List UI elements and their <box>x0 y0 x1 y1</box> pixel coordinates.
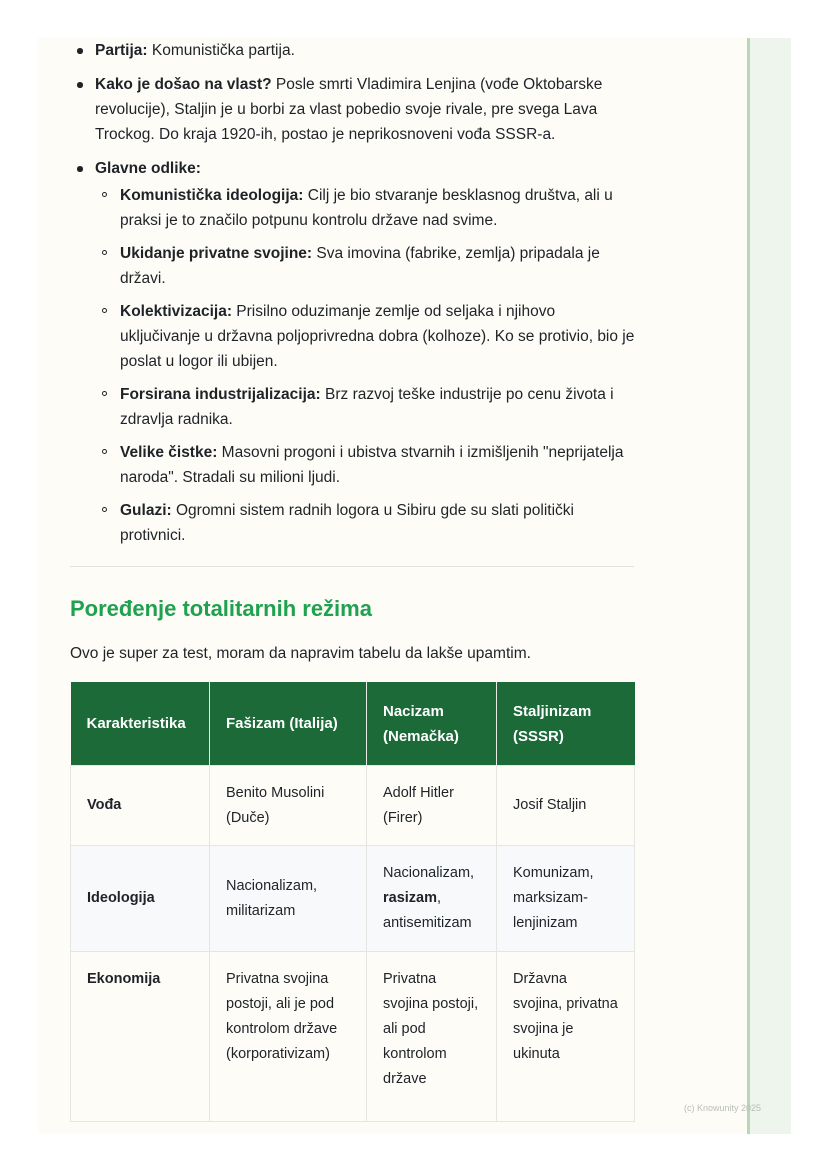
cell-emphasis: rasizam <box>383 890 438 906</box>
sub-list-item <box>95 382 638 432</box>
table-header-row <box>71 682 635 766</box>
row-header-cell: Ekonomija <box>71 952 210 1122</box>
sub-list-item-text: Masovni progoni i ubistva stvarnih i izmišljenih "neprijatelja naroda". Stradali su milioni ljudi. <box>120 444 624 486</box>
sub-list-item-text: Sva imovina (fabrike, zemlja) pripadala je državi. <box>120 245 600 287</box>
list-item-text: Posle smrti Vladimira Lenjina (vođe Oktobarske revolucije), Staljin je u borbi za vlast pobedio svoje rivale, pre svega Lava Trockog. Do kraja 1920-ih, postao je neprikosnoveni vođa SSSR-a. <box>95 76 603 143</box>
table-cell: Državna svojina, privatna svojina je ukinuta <box>497 952 635 1122</box>
sub-list-item <box>95 440 638 490</box>
sub-list-item-text: Brz razvoj teške industrije po cenu života i zdravlja radnika. <box>120 386 614 428</box>
sub-list-item-label: Ukidanje privatne svojine: <box>120 245 313 262</box>
sub-bullet-list <box>95 183 638 548</box>
table-cell: Komunizam, marksizam-lenjinizam <box>497 846 635 952</box>
sub-list-item <box>95 241 638 291</box>
table-row <box>71 952 635 1122</box>
bullet-list <box>70 38 638 548</box>
table-header-cell: Karakteristika <box>71 682 210 766</box>
table-header-cell: Nacizam (Nemačka) <box>367 682 497 766</box>
comparison-table <box>70 682 635 1122</box>
sub-list-item-text: Prisilno oduzimanje zemlje od seljaka i njihovo uključivanje u državna poljoprivredna dobra (kolhoze). Ko se protivio, bio je poslat u logor ili ubijen. <box>120 303 635 370</box>
table-cell: Privatna svojina postoji, ali je pod kontrolom države (korporativizam) <box>210 952 367 1122</box>
row-header-cell: Ideologija <box>71 846 210 952</box>
table-cell <box>367 846 497 952</box>
cell-text: Nacionalizam, <box>383 865 475 881</box>
sub-list-item <box>95 299 638 374</box>
document-content <box>70 38 638 1122</box>
list-item-text: Komunistička partija. <box>147 42 295 59</box>
list-item <box>70 156 638 548</box>
table-header-cell: Staljinizam (SSSR) <box>497 682 635 766</box>
table-cell: Adolf Hitler (Firer) <box>367 766 497 846</box>
sub-list-item-label: Forsirana industrijalizacija: <box>120 386 321 403</box>
side-rail-border <box>747 38 750 1134</box>
table-row <box>71 766 635 846</box>
list-item-label: Partija: <box>95 42 148 59</box>
table-header-cell: Fašizam (Italija) <box>210 682 367 766</box>
section-intro: Ovo je super za test, moram da napravim tabelu da lakše upamtim. <box>70 645 531 662</box>
table-cell: Josif Staljin <box>497 766 635 846</box>
table-cell: Benito Musolini (Duče) <box>210 766 367 846</box>
sub-list-item-label: Komunistička ideologija: <box>120 187 304 204</box>
sub-list-item-label: Kolektivizacija: <box>120 303 232 320</box>
side-rail <box>747 38 791 1134</box>
list-item-label: Kako je došao na vlast? <box>95 76 272 93</box>
list-item-label: Glavne odlike: <box>95 160 201 177</box>
sub-list-item <box>95 498 638 548</box>
row-header-cell: Vođa <box>71 766 210 846</box>
list-item <box>70 38 638 63</box>
section-heading: Poređenje totalitarnih režima <box>70 596 372 621</box>
sub-list-item <box>95 183 638 233</box>
sub-list-item-text: Cilj je bio stvaranje besklasnog društva, ali u praksi je to značilo potpunu kontrolu države nad svime. <box>120 187 613 229</box>
table-row <box>71 846 635 952</box>
table-cell: Nacionalizam, militarizam <box>210 846 367 952</box>
section-divider <box>70 566 634 567</box>
sub-list-item-text: Ogromni sistem radnih logora u Sibiru gde su slati politički protivnici. <box>120 502 574 544</box>
table-cell: Privatna svojina postoji, ali pod kontrolom države <box>367 952 497 1122</box>
list-item <box>70 72 638 147</box>
sub-list-item-label: Velike čistke: <box>120 444 218 461</box>
sub-list-item-label: Gulazi: <box>120 502 172 519</box>
watermark: (c) Knowunity 2025 <box>684 1103 762 1113</box>
cell-text: , antisemitizam <box>383 890 472 931</box>
